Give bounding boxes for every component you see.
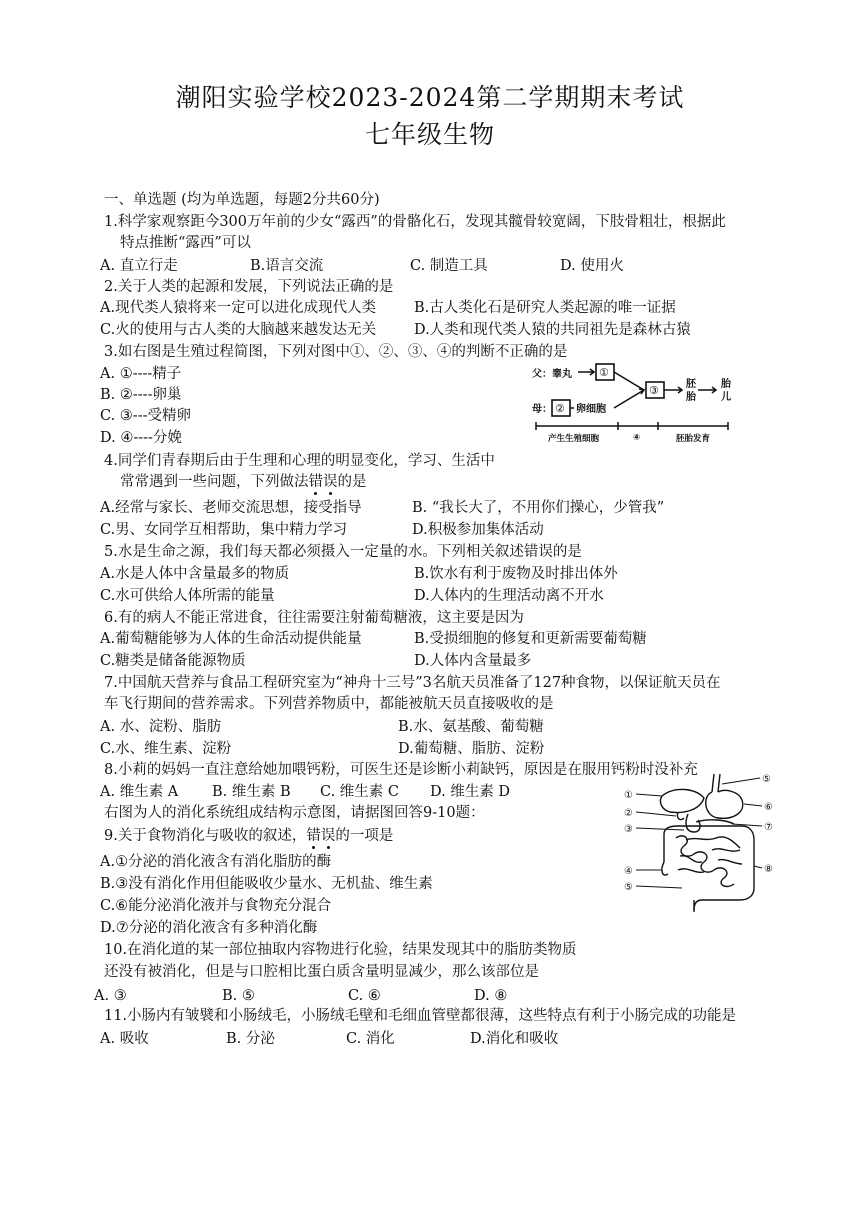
q5-option-d: D.人体内的生理活动离不开水: [414, 588, 604, 604]
q1-option-b: B.语言交流: [250, 258, 324, 274]
q6-option-c: C.糖类是储备能源物质: [100, 653, 246, 669]
fig-father: 父：: [532, 369, 552, 380]
q5-option-a: A.水是人体中含量最多的物质: [100, 566, 290, 582]
q10-option-a: A. ③: [94, 988, 127, 1004]
fig-embryo1: 胚: [686, 379, 696, 390]
q9-stem: [104, 826, 393, 846]
q9-emphasis-1: 错: [306, 828, 321, 844]
q9-option-a: A.①分泌的消化液含有消化脂肪的酶: [100, 854, 332, 870]
q9-option-d: D.⑦分泌的消化液含有多种消化酶: [100, 920, 318, 936]
q10-option-d: D. ⑧: [474, 988, 508, 1004]
q11-option-a: A. 吸收: [100, 1031, 149, 1047]
digestive-label-5: ⑤: [762, 774, 771, 785]
q4-option-a: A.经常与家长、老师交流思想，接受指导: [100, 500, 362, 516]
q3-option-b: B. ②----卵巢: [100, 387, 182, 403]
q4-option-d: D.积极参加集体活动: [412, 522, 544, 538]
q8-option-a: A. 维生素 A: [100, 784, 179, 800]
q4-stem-2d: 的是: [337, 474, 367, 490]
q7-option-a: A. 水、淀粉、脂肪: [100, 719, 222, 735]
exam-subtitle: 七年级生物: [364, 120, 495, 149]
q8-option-c: C. 维生素 C: [320, 784, 399, 800]
q9-option-c: C.⑥能分泌消化液并与食物充分混合: [100, 898, 332, 914]
q2-stem: 2.关于人类的起源和发展，下列说法正确的是: [104, 279, 394, 295]
q3-option-a: A. ①----精子: [100, 366, 182, 382]
q3-option-c: C. ③---受精卵: [100, 408, 191, 424]
q10-stem-2: 还没有被消化，但是与口腔相比蛋白质含量明显减少，那么该部位是: [104, 964, 539, 980]
q10-option-b: B. ⑤: [222, 988, 255, 1004]
fig-fetus2: 儿: [721, 392, 731, 403]
q7-stem-2: 车飞行期间的营养需求。下列营养物质中，都能被航天员直接吸收的是: [104, 696, 554, 712]
q9-stem-d: 的一项是: [335, 828, 394, 844]
q4-stem: 4.同学们青春期后由于生理和心理的明显变化，学习、生活中: [104, 453, 495, 469]
digestive-label-4: ④: [624, 866, 633, 877]
q11-option-b: B. 分泌: [226, 1031, 275, 1047]
fig-mother: 母：: [532, 404, 552, 415]
q3-stem: 3.如右图是生殖过程简图，下列对图中①、②、③、④的判断不正确的是: [104, 344, 568, 360]
q11-option-d: D.消化和吸收: [470, 1031, 559, 1047]
q6-stem: 6.有的病人不能正常进食，往往需要注射葡萄糖液，这主要是因为: [104, 610, 524, 626]
q9-option-b: B.③没有消化作用但能吸收少量水、无机盐、维生素: [100, 876, 433, 892]
q11-stem: 11.小肠内有皱襞和小肠绒毛，小肠绒毛壁和毛细血管壁都很薄，这些特点有利于小肠完成的功能是: [104, 1008, 737, 1024]
fig-label-gamete: 产生生殖细胞: [548, 434, 600, 444]
fig-n1: ①: [599, 366, 609, 379]
q9-stem-a: 9.关于食物消化与吸收的叙述，: [104, 828, 307, 844]
fig-fetus1: 胎: [721, 379, 731, 390]
q1-option-a: A. 直立行走: [100, 258, 178, 274]
q1-stem: 1.科学家观察距今300万年前的少女“露西”的骨骼化石，发现其髋骨较宽阔，下肢骨粗壮，根据此: [104, 214, 726, 230]
q1-stem-2: 特点推断“露西”可以: [120, 235, 251, 251]
q2-option-b: B.古人类化石是研究人类起源的唯一证据: [414, 300, 676, 316]
fig-label-development: 胚胎发育: [676, 434, 711, 444]
fig-n2: ②: [555, 402, 565, 415]
q2-option-c: C.火的使用与古人类的大脑越来越发达无关: [100, 322, 377, 338]
q5-option-b: B.饮水有利于废物及时排出体外: [414, 566, 618, 582]
q6-option-b: B.受损细胞的修复和更新需要葡萄糖: [414, 631, 647, 647]
q1-option-c: C. 制造工具: [410, 258, 488, 274]
q5-stem: 5.水是生命之源，我们每天都必须摄入一定量的水。下列相关叙述错误的是: [104, 544, 582, 560]
q8-stem: 8.小莉的妈妈一直注意给她加喂钙粉，可医生还是诊断小莉缺钙，原因是在服用钙粉时没补充: [104, 762, 698, 778]
fig-testis: 睾丸: [552, 369, 572, 380]
q10-stem: 10.在消化道的某一部位抽取内容物进行化验，结果发现其中的脂肪类物质: [104, 942, 577, 958]
q4-emphasis-1: 错: [308, 474, 323, 490]
digestive-system-diagram: [622, 770, 792, 915]
q6-option-a: A.葡萄糖能够为人体的生命活动提供能量: [100, 631, 362, 647]
q4-emphasis-2: 误: [323, 474, 338, 490]
q2-option-a: A.现代类人猿将来一定可以进化成现代人类: [100, 300, 377, 316]
q8-option-d: D. 维生素 D: [430, 784, 511, 800]
digestive-label-1: ①: [624, 790, 633, 801]
digestive-label-8: ⑧: [764, 864, 773, 875]
fig-n3: ③: [649, 384, 659, 397]
q5-option-c: C.水可供给人体所需的能量: [100, 588, 275, 604]
q2-option-d: D.人类和现代类人猿的共同祖先是森林古猿: [414, 322, 691, 338]
q6-option-d: D.人体内含量最多: [414, 653, 532, 669]
q4-stem-2a: 常常遇到一些问题，下列做法: [120, 474, 309, 490]
fig-embryo2: 胎: [686, 392, 696, 403]
q4-option-b: B. “我长大了，不用你们操心，少管我”: [412, 500, 665, 516]
q4-option-c: C.男、女同学互相帮助，集中精力学习: [100, 522, 348, 538]
q7-stem: 7.中国航天营养与食品工程研究室为“神舟十三号”3名航天员准备了127种食物，以保证航天员在: [104, 675, 721, 691]
q8-option-b: B. 维生素 B: [212, 784, 291, 800]
q7-option-d: D.葡萄糖、脂肪、淀粉: [398, 741, 545, 757]
q11-option-c: C. 消化: [346, 1031, 395, 1047]
digestive-label-5b: ⑤: [624, 882, 633, 893]
exam-title: 潮阳实验学校2023-2024第二学期期末考试: [175, 83, 685, 112]
digestive-label-3: ③: [624, 824, 633, 835]
q7-option-b: B.水、氨基酸、葡萄糖: [398, 719, 544, 735]
digestive-label-6: ⑥: [764, 802, 773, 813]
q1-option-d: D. 使用火: [560, 258, 624, 274]
fig-egg: 卵细胞: [576, 404, 606, 415]
digestive-label-2: ②: [624, 808, 633, 819]
fig-n4: ④: [633, 433, 641, 443]
q7-option-c: C.水、维生素、淀粉: [100, 741, 232, 757]
digestive-label-7: ⑦: [764, 822, 773, 833]
q10-option-c: C. ⑥: [348, 988, 381, 1004]
reproduction-diagram: [528, 358, 738, 448]
q3-option-d: D. ④----分娩: [100, 430, 182, 446]
section-heading: 一、单选题 (均为单选题，每题2分共60分): [104, 192, 380, 208]
figure-intro: 右图为人的消化系统组成结构示意图，请据图回答9-10题：: [104, 805, 485, 821]
q9-emphasis-2: 误: [320, 828, 336, 844]
q4-stem-2: [120, 472, 367, 492]
